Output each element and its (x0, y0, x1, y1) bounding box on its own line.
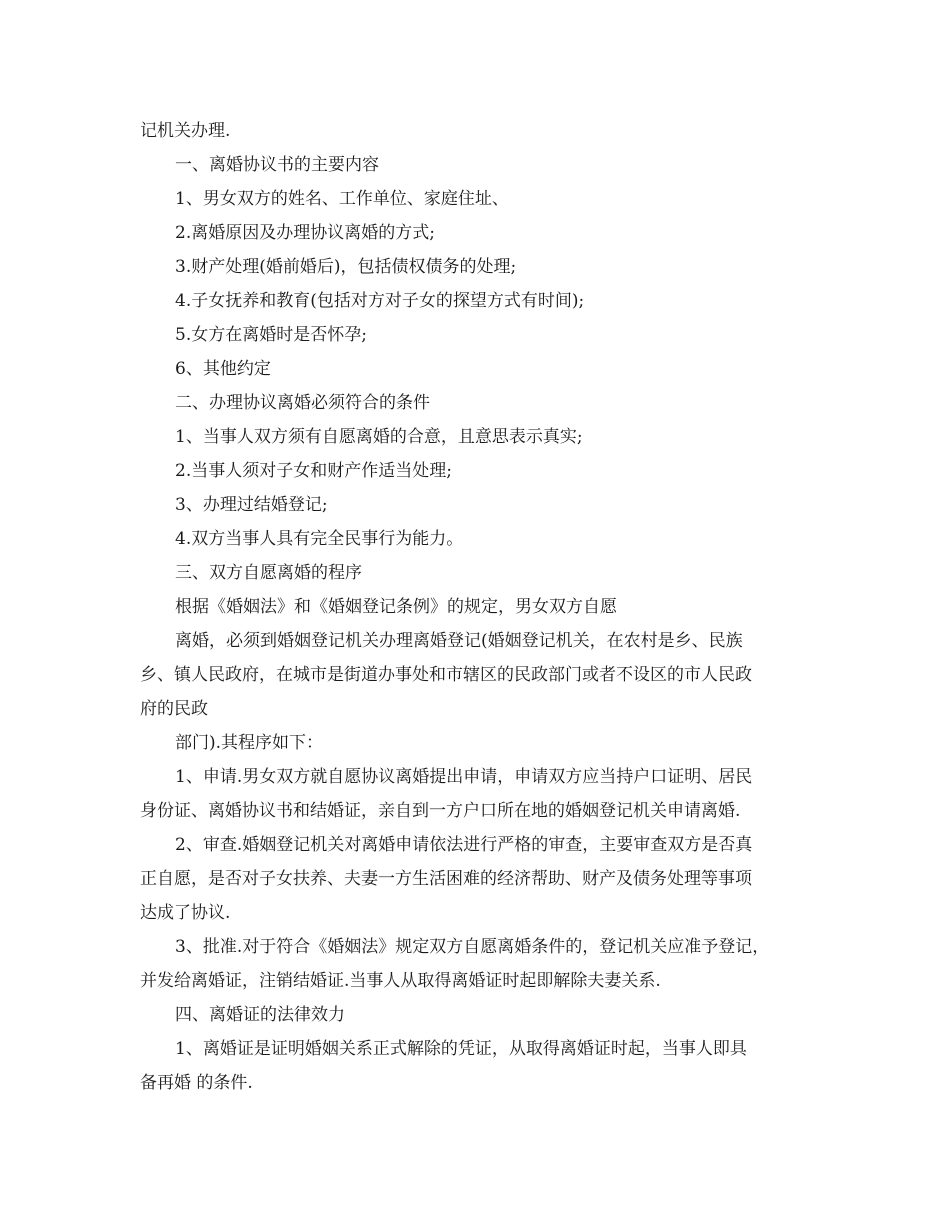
text-line: 四、离婚证的法律效力 (175, 1005, 345, 1025)
text-line: 府的民政 (140, 699, 208, 719)
text-line: 正自愿，是否对子女扶养、夫妻一方生活困难的经济帮助、财产及债务处理等事项 (140, 869, 752, 889)
text-line: 记机关办理. (140, 121, 231, 141)
text-line: 1、男女双方的姓名、工作单位、家庭住址、 (175, 189, 509, 209)
text-line: 并发给离婚证，注销结婚证.当事人从取得离婚证时起即解除夫妻关系. (140, 971, 661, 991)
text-line: 3.财产处理(婚前婚后)，包括债权债务的处理; (175, 257, 517, 277)
text-line: 6、其他约定 (175, 359, 271, 379)
text-line: 2.当事人须对子女和财产作适当处理; (175, 461, 452, 481)
text-line: 3、批准.对于符合《婚姻法》规定双方自愿离婚条件的，登记机关应准予登记， (175, 937, 770, 957)
text-line: 2、审查.婚姻登记机关对离婚申请依法进行严格的审查，主要审查双方是否真 (175, 835, 753, 855)
text-line: 二、办理协议离婚必须符合的条件 (175, 393, 430, 413)
text-line: 4.双方当事人具有完全民事行为能力。 (175, 529, 464, 549)
text-line: 一、离婚协议书的主要内容 (175, 155, 379, 175)
text-line: 根据《婚姻法》和《婚姻登记条例》的规定，男女双方自愿 (175, 597, 617, 617)
text-line: 1、离婚证是证明婚姻关系正式解除的凭证，从取得离婚证时起，当事人即具 (175, 1039, 747, 1059)
text-line: 5.女方在离婚时是否怀孕; (175, 325, 367, 345)
text-line: 三、双方自愿离婚的程序 (175, 563, 362, 583)
text-line: 达成了协议. (140, 903, 231, 923)
text-line: 部门).其程序如下： (175, 733, 324, 753)
text-line: 2.离婚原因及办理协议离婚的方式; (175, 223, 435, 243)
text-line: 4.子女抚养和教育(包括对方对子女的探望方式有时间); (175, 291, 585, 311)
text-line: 离婚，必须到婚姻登记机关办理离婚登记(婚姻登记机关，在农村是乡、民族 (175, 631, 743, 651)
text-line: 身份证、离婚协议书和结婚证，亲自到一方户口所在地的婚姻登记机关申请离婚. (140, 801, 741, 821)
text-line: 3、办理过结婚登记; (175, 495, 328, 515)
text-line: 乡、镇人民政府，在城市是街道办事处和市辖区的民政部门或者不设区的市人民政 (140, 665, 752, 685)
text-line: 备再婚 的条件. (140, 1073, 253, 1093)
text-line: 1、申请.男女双方就自愿协议离婚提出申请，申请双方应当持户口证明、居民 (175, 767, 753, 787)
document-body (140, 114, 820, 1100)
text-line: 1、当事人双方须有自愿离婚的合意，且意思表示真实; (175, 427, 583, 447)
